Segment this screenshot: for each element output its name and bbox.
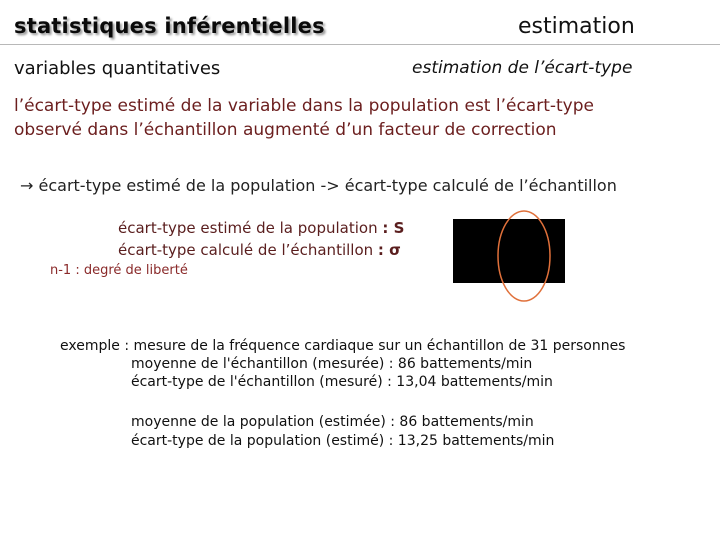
subtitle-left: variables quantitatives — [14, 58, 221, 79]
definition-population-symbol: : S — [382, 219, 405, 237]
arrow-statement: → écart-type estimé de la population -> écart-type calculé de l’échantillon — [20, 176, 617, 195]
highlight-ellipse — [495, 208, 555, 304]
example-line-2: moyenne de l'échantillon (mesurée) : 86 battements/min — [131, 356, 533, 372]
definition-sample-label: écart-type calculé de l’échantillon — [118, 241, 374, 259]
definition-sample — [118, 241, 401, 259]
example-line-1: exemple : mesure de la fréquence cardiaque sur un échantillon de 31 personnes — [60, 338, 626, 354]
intro-line-1: l’écart-type estimé de la variable dans la population est l’écart-type — [14, 96, 594, 116]
definition-population-label: écart-type estimé de la population — [118, 219, 378, 237]
subtitle-right: estimation de l’écart-type — [412, 58, 633, 78]
example-line-3: écart-type de l'échantillon (mesuré) : 13,04 battements/min — [131, 374, 553, 390]
definition-sample-symbol: : σ — [377, 241, 401, 259]
header-divider — [0, 44, 720, 45]
intro-line-2: observé dans l’échantillon augmenté d’un facteur de correction — [14, 120, 557, 140]
definition-population — [118, 219, 404, 237]
example-line-5: écart-type de la population (estimé) : 13,25 battements/min — [131, 433, 555, 449]
example-line-4: moyenne de la population (estimée) : 86 battements/min — [131, 414, 534, 430]
highlight-ellipse-shape — [498, 211, 550, 301]
page-title: statistiques inférentielles — [14, 14, 325, 38]
degrees-of-freedom: n-1 : degré de liberté — [50, 263, 188, 278]
section-title: estimation — [518, 14, 635, 39]
